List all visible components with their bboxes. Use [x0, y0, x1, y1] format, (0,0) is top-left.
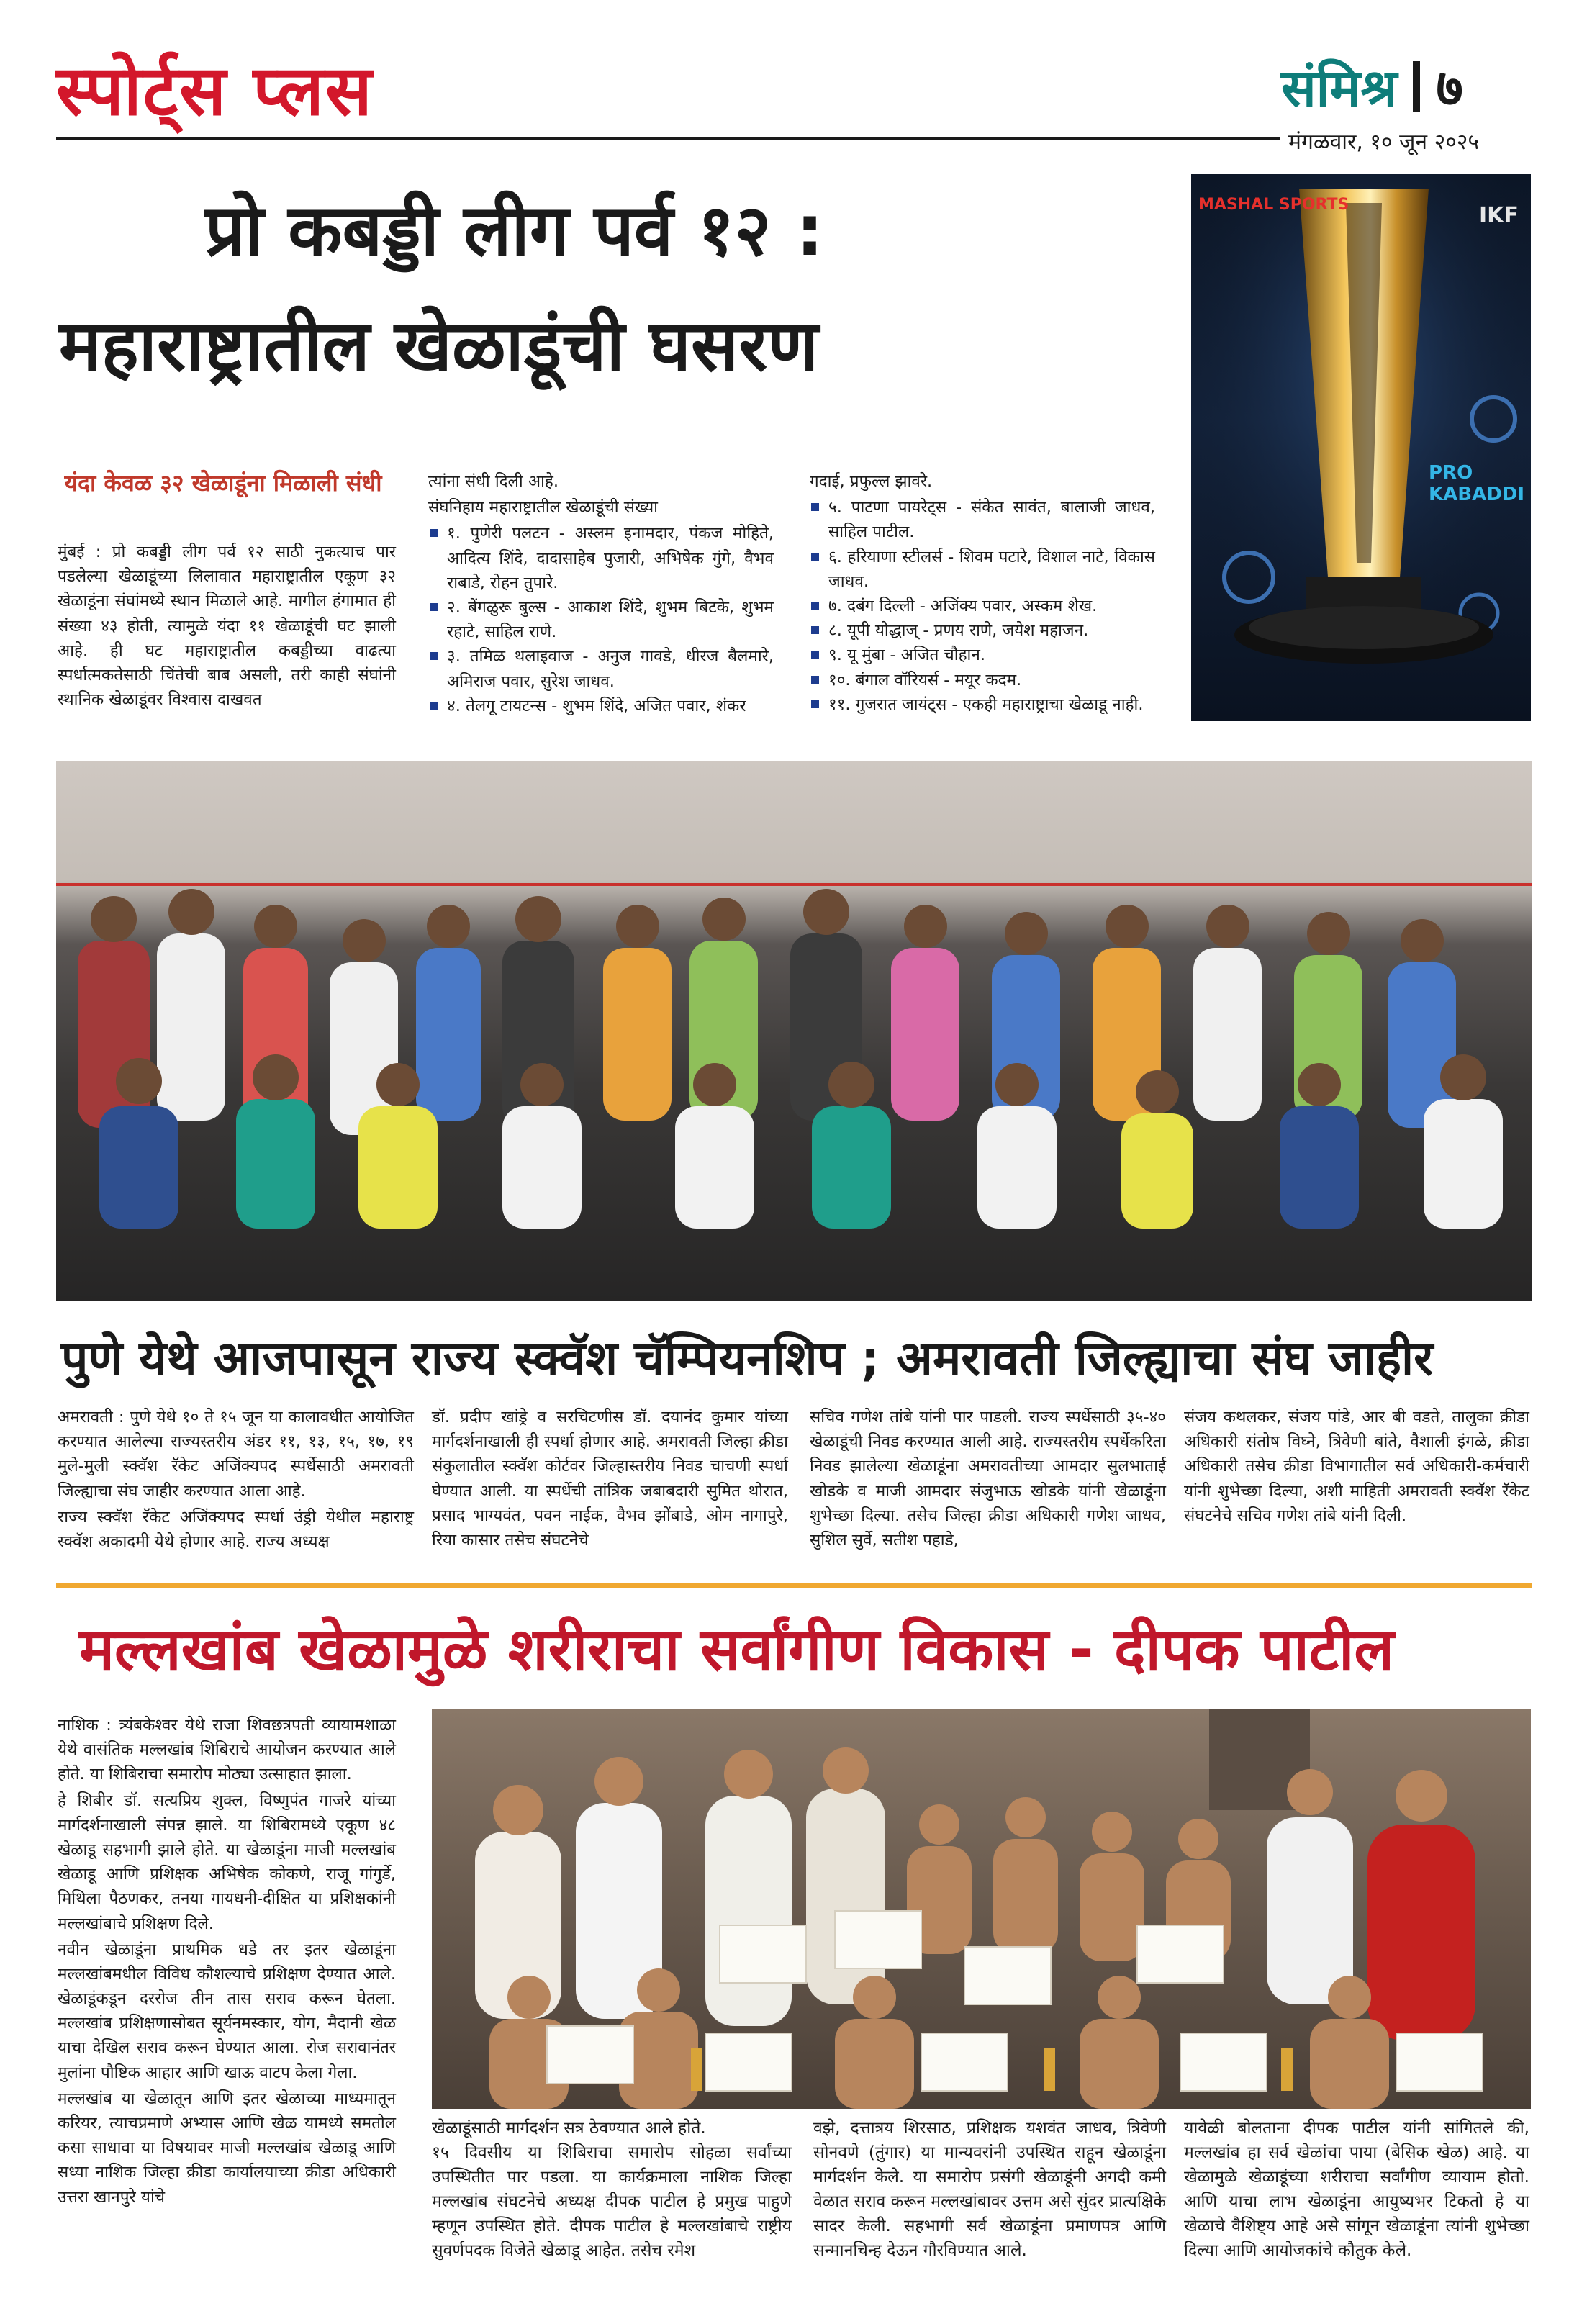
kabaddi-column-3 — [810, 469, 1155, 717]
paragraph: नवीन खेळाडूंना प्राथमिक धडे तर इतर खेळाडूंना मल्लखांबमधील विविध कौशल्याचे प्रशिक्षण देण्यात आले. खेळाडूंकडून दररोज तीन तास सराव करून घेतला. मल्लखांब प्रशिक्षणासोबत सूर्यनमस्कार, योग, मैदानी खेळ याचा देखिल सराव करून घेण्यात आला. रोज सरावानंतर मुलांना पौष्टिक आहार आणि खाऊ वाटप केला गेला. — [58, 1940, 396, 2082]
kabaddi-column-1 — [58, 540, 396, 713]
brand-text-pro-kabaddi: PRO KABADDI — [1429, 462, 1525, 505]
list-item: २. बेंगळुरू बुल्स - आकाश शिंदे, शुभम बिटके, शुभम रहाटे, साहिल राणे. — [428, 595, 774, 644]
paragraph: डॉ. प्रदीप खांड्रे व सरचिटणीस डॉ. दयानंद कुमार यांच्या मार्गदर्शनाखाली ही स्पर्धा होणार आहे. अमरावती जिल्हा क्रीडा संकुलातील स्क्वॅश कोर्टवर जिल्हास्तरीय निवड चाचणी स्पर्धा घेण्यात आली. या स्पर्धेची तांत्रिक जबाबदारी सुमित थोरात, प्रसाद भाग्यवंत, पवन नाईक, वैभव झोंबाडे, ओम नागापुरे, रिया कासार तसेच संघटनेचे — [432, 1408, 788, 1550]
mallakhamb-column-1 — [58, 1713, 396, 2211]
header-rule — [56, 137, 1280, 140]
section-header — [1281, 58, 1463, 118]
paragraph: त्यांना संधी दिली आहे. — [428, 472, 559, 491]
mallakhamb-group-photo — [432, 1709, 1531, 2109]
paragraph: गदाई, प्रफुल्ल झावरे. — [810, 472, 933, 491]
brand-text-mashal: MASHAL SPORTS — [1198, 196, 1349, 214]
paragraph: हे शिबीर डॉ. सत्यप्रिय शुक्ल, विष्णुपंत गाजरे यांच्या मार्गदर्शनाखाली संपन्न झाले. या शिबिरामध्ये एकूण ४८ खेळाडू सहभागी झाले होते. या खेळाडूंना माजी मल्लखांब खेळाडू आणि प्रशिक्षक अभिषेक कोकणे, राजू गांगुर्डे, मिथिला पैठणकर, तनया गायधनी-दीक्षित या प्रशिक्षकांनी मल्लखांबाचे प्रशिक्षण दिले. — [58, 1791, 396, 1933]
group-of-players — [56, 761, 1532, 1301]
headline-kabaddi-line2: महाराष्ट्रातील खेळाडूंची घसरण — [59, 305, 819, 387]
list-item: ६. हरियाणा स्टीलर्स - शिवम पटारे, विशाल नाटे, विकास जाधव. — [810, 545, 1155, 594]
team-list — [810, 495, 1155, 717]
paragraph: राज्य स्क्वॅश रॅकेट अजिंक्यपद स्पर्धा उंड्री येथील महाराष्ट्र स्क्वॅश अकादमी येथे होणार आहे. राज्य अध्यक्ष — [58, 1507, 414, 1551]
squash-column-2 — [432, 1405, 788, 1554]
team-list-title: संघनिहाय महाराष्ट्रातील खेळाडूंची संख्या — [428, 498, 658, 517]
mallakhamb-column-3 — [813, 2116, 1166, 2263]
headline-kabaddi-line1: प्रो कबड्डी लीग पर्व १२ : — [205, 190, 824, 272]
paragraph: मुंबई : प्रो कबड्डी लीग पर्व १२ साठी नुकत्याच पार पडलेल्या खेळाडूंच्या लिलावात महाराष्ट्रातील एकूण ३२ खेळाडूंना संघांमध्ये स्थान मिळाले आहे. मागील हंगामात ही संख्या ४३ होती, त्यामुळे यंदा ११ खेळाडूंची घट झाली आहे. ही घट महाराष्ट्रातील कबड्डीच्या वाढत्या स्पर्धात्मकतेसाठी चिंतेची बाब असली, तरी काही संघांनी स्थानिक खेळाडूंवर विश्वास दाखवत — [58, 543, 396, 710]
paragraph: मल्लखांब या खेळातून आणि इतर खेळाच्या माध्यमातून करियर, त्याचप्रमाणे अभ्यास आणि खेळ यामध्ये समतोल कसा साधावा या विषयावर माजी मल्लखांब खेळाडू आणि सध्या नाशिक जिल्हा क्रीडा कार्यालयाच्या क्रीडा अधिकारी उत्तरा खानपुरे यांचे — [58, 2089, 396, 2207]
list-item: १०. बंगाल वॉरियर्स - मयूर कदम. — [810, 668, 1155, 692]
list-item: ७. दबंग दिल्ली - अजिंक्य पवार, अस्कम शेख. — [810, 594, 1155, 618]
mallakhamb-column-4 — [1184, 2116, 1529, 2263]
list-item: ५. पाटणा पायरेट्स - संकेत सावंत, बालाजी जाधव, साहिल पाटील. — [810, 495, 1155, 544]
paragraph: सचिव गणेश तांबे यांनी पार पाडली. राज्य स्पर्धेसाठी ३५-४० खेळाडूंची निवड करण्यात आली आहे. राज्यस्तरीय स्पर्धेकरिता निवड झालेल्या खेळाडूंना अमरावतीच्या आमदार सुलभाताई खोडके व माजी आमदार संजुभाऊ खोडके यांनी खेळाडूंना शुभेच्छा दिल्या. तसेच जिल्हा क्रीडा अधिकारी गणेश जाधव, सुशिल सुर्वे, सतीश पहाडे, — [810, 1408, 1166, 1550]
trophy-photo — [1191, 174, 1531, 721]
squash-group-photo — [56, 761, 1532, 1301]
paragraph: अमरावती : पुणे येथे १० ते १५ जून या कालावधीत आयोजित करण्यात आलेल्या राज्यस्तरीय अंडर ११, १३, १५, १७, १९ मुले-मुली स्क्वॅश रॅकेट अजिंक्यपद स्पर्धेसाठी अमरावती जिल्ह्याचा संघ जाहीर करण्यात आला आहे. — [58, 1408, 414, 1501]
list-item: १. पुणेरी पलटन - अस्लम इनामदार, पंकज मोहिते, आदित्य शिंदे, दादासाहेब पुजारी, अभिषेक गुंगे, वैभव राबाडे, रोहन तुपारे. — [428, 521, 774, 595]
paragraph: वझे, दत्तात्रय शिरसाठ, प्रशिक्षक यशवंत जाधव, त्रिवेणी सोनवणे (तुंगार) या मान्यवरांनी उपस्थित राहून खेळाडूंना मार्गदर्शन केले. या समारोप प्रसंगी खेळाडूंनी अगदी कमी वेळात सराव करून मल्लखांबावर उत्तम असे सुंदर प्रात्यक्षिके सादर केली. सहभागी सर्व खेळाडूंना प्रमाणपत्र आणि सन्मानचिन्ह देऊन गौरविण्यात आले. — [813, 2119, 1166, 2261]
issue-date: मंगळवार, १० जून २०२५ — [1288, 130, 1480, 155]
squash-column-3 — [810, 1405, 1166, 1554]
section-name: संमिश्र — [1281, 58, 1398, 118]
kabaddi-column-2 — [428, 469, 774, 718]
paragraph: यावेळी बोलताना दीपक पाटील यांनी सांगितले की, मल्लखांब हा सर्व खेळांचा पाया (बेसिक खेळ) आहे. या खेळामुळे खेळाडूंच्या शरीराचा सर्वांगीण व्यायाम होतो. आणि याचा लाभ खेळाडूंना आयुष्यभर टिकतो हे या खेळाचे वैशिष्ट्य आहे असे सांगून खेळाडूंना त्यांनी शुभेच्छा दिल्या आणि आयोजकांचे कौतुक केले. — [1184, 2119, 1529, 2261]
section-divider-orange — [56, 1583, 1532, 1588]
headline-mallakhamb: मल्लखांब खेळामुळे शरीराचा सर्वांगीण विकास - दीपक पाटील — [79, 1616, 1394, 1684]
paragraph: खेळाडूंसाठी मार्गदर्शन सत्र ठेवण्यात आले होते. — [432, 2119, 706, 2138]
list-item: ९. यू मुंबा - अजित चौहान. — [810, 643, 1155, 667]
subheading-kabaddi: यंदा केवळ ३२ खेळाडूंना मिळाली संधी — [64, 469, 382, 497]
trophy-illustration — [1191, 174, 1531, 721]
mallakhamb-column-2 — [432, 2116, 792, 2263]
list-item: ८. यूपी योद्धाज् - प्रणय राणे, जयेश महाजन. — [810, 618, 1155, 643]
squash-column-1 — [58, 1405, 414, 1555]
squash-column-4 — [1184, 1405, 1529, 1529]
masthead-title: स्पोर्ट्स प्लस — [56, 50, 374, 131]
team-list — [428, 521, 774, 718]
list-item: ४. तेलगू टायटन्स - शुभम शिंदे, अजित पवार, शंकर — [428, 694, 774, 718]
page-number: ७ — [1436, 58, 1463, 118]
list-item: ३. तमिळ थलाइवाज - अनुज गावडे, धीरज बैलमारे, अमिराज पवार, सुरेश जाधव. — [428, 644, 774, 693]
brand-text-ikf: IKF — [1479, 203, 1519, 228]
headline-squash: पुणे येथे आजपासून राज्य स्क्वॅश चॅम्पियनशिप ; अमरावती जिल्ह्याचा संघ जाहीर — [61, 1331, 1434, 1386]
section-divider — [1413, 61, 1420, 112]
mallakhamb-participants — [432, 1709, 1531, 2109]
paragraph: १५ दिवसीय या शिबिराचा समारोप सोहळा सर्वांच्या उपस्थितीत पार पडला. या कार्यक्रमाला नाशिक जिल्हा मल्लखांब संघटनेचे अध्यक्ष दीपक पाटील हे प्रमुख पाहुणे म्हणून उपस्थित होते. दीपक पाटील हे मल्लखांबाचे राष्ट्रीय सुवर्णपदक विजेते खेळाडू आहेत. तसेच रमेश — [432, 2143, 792, 2261]
paragraph: संजय कथलकर, संजय पांडे, आर बी वडते, तालुका क्रीडा अधिकारी संतोष विघ्ने, त्रिवेणी बांते, वैशाली इंगळे, क्रीडा अधिकारी तसेच क्रीडा विभागातील सर्व अधिकारी-कर्मचारी यांनी शुभेच्छा दिल्या, अशी माहिती अमरावती स्क्वॅश रॅकेट संघटनेचे सचिव गणेश तांबे यांनी दिली. — [1184, 1408, 1529, 1525]
list-item: ११. गुजरात जायंट्स - एकही महाराष्ट्राचा खेळाडू नाही. — [810, 692, 1155, 717]
paragraph: नाशिक : त्र्यंबकेश्वर येथे राजा शिवछत्रपती व्यायामशाळा येथे वासंतिक मल्लखांब शिबिराचे आयोजन करण्यात आले होते. या शिबिराचा समारोप मोठ्या उत्साहात झाला. — [58, 1716, 396, 1784]
